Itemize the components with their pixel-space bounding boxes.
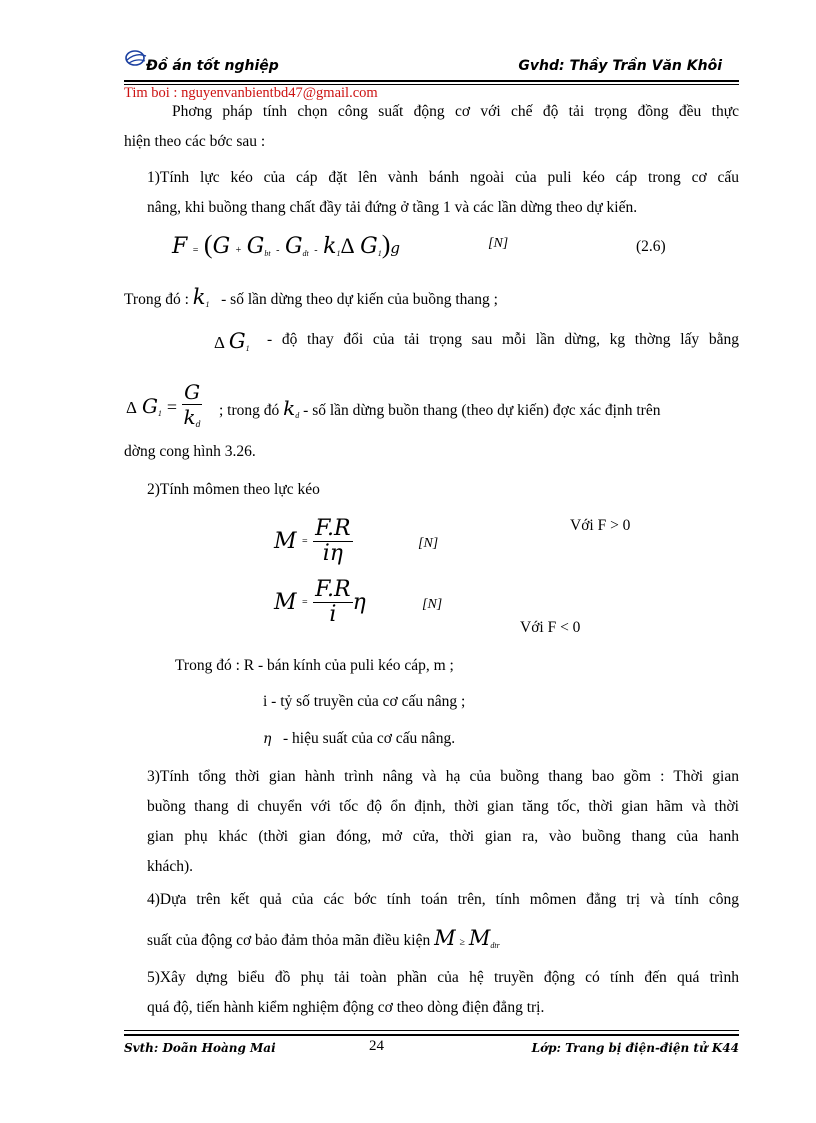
- step3-line-3: gian phụ khác (thời gian đóng, mở cửa, thời gian ra, vào buồng thang của hanh: [147, 828, 739, 845]
- step3-line-1: 3)Tính tổng thời gian hành trình nâng và hạ của buồng thang bao gồm : Thời gian: [147, 768, 739, 785]
- condition-negative: Với F < 0: [520, 619, 581, 636]
- header-rule: [124, 80, 739, 82]
- where-k1-text: - số lần dừng theo dự kiến của buồng thang ;: [221, 291, 498, 308]
- where-k1: Trong đó : $k_1$ - số lần dừng theo dự kiến của buồng thang ;: [124, 285, 498, 309]
- equation-unit: [N]: [488, 236, 509, 251]
- step5-line-1: 5)Xây dựng biểu đồ phụ tải toàn phần của hệ truyền động có tính đến quá trình: [147, 969, 739, 986]
- where-R: Trong đó : R - bán kính của puli kéo cáp, m ;: [175, 657, 454, 674]
- header-right: Gvhd: Thầy Trần Văn Khôi: [518, 58, 722, 74]
- step4-line-2: suất của động cơ bảo đảm thỏa mãn điều kiện $M \ge M_{dtr}$: [147, 926, 500, 950]
- watermark: Tim boi : nguyenvanbientbd47@gmail.com: [124, 85, 378, 101]
- footer-left: Svth: Doãn Hoàng Mai: [124, 1041, 276, 1055]
- header-logo-icon: [124, 48, 148, 73]
- footer-right: Lớp: Trang bị điện-điện tử K44: [531, 1041, 739, 1055]
- where-kd-pre: ; trong đó: [219, 402, 280, 419]
- step3-line-4: khách).: [147, 858, 194, 875]
- where-kd-line-2: dờng cong hình 3.26.: [124, 443, 256, 460]
- footer-page-number: 24: [369, 1038, 384, 1054]
- equation-force: $F = (G + G_{bt} - G_{dt} - k_1\Delta$ $G_1)g$: [172, 230, 400, 259]
- condition-positive: Với F > 0: [570, 517, 631, 534]
- footer-rule: [124, 1030, 739, 1031]
- where-eta: η - hiệu suất của cơ cấu nâng.: [263, 730, 456, 747]
- intro-line-1: Phơng pháp tính chọn công suất động cơ với chế độ tải trọng đồng đều thực: [172, 103, 739, 120]
- step4-line-2-text: suất của động cơ bảo đảm thỏa mãn điều kiện: [147, 932, 431, 949]
- step1-line-1: 1)Tính lực kéo của cáp đặt lên vành bánh ngoài của puli kéo cáp trong cơ cấu: [147, 169, 739, 186]
- where-i: i - tỷ số truyền của cơ cấu nâng ;: [263, 693, 466, 710]
- step5-line-2: quá độ, tiến hành kiểm nghiệm động cơ theo dòng điện đẳng trị.: [147, 999, 545, 1016]
- equation-moment-pos-unit: [N]: [418, 536, 439, 551]
- where-kd-text: - số lần dừng buồn thang (theo dự kiến) đợc xác định trên: [303, 402, 661, 419]
- equation-dg: Δ $G_1$ = $\frac{G}{k_d}$: [126, 380, 201, 429]
- intro-line-2: hiện theo các bớc sau :: [124, 133, 266, 150]
- step1-line-2: nâng, khi buồng thang chất đầy tải đứng ở tầng 1 và các lần dừng theo dự kiến.: [147, 199, 638, 216]
- where-eta-text: - hiệu suất của cơ cấu nâng.: [283, 730, 456, 747]
- where-k1-prefix: Trong đó :: [124, 291, 189, 308]
- step4-line-1: 4)Dựa trên kết quả của các bớc tính toán trên, tính mômen đẳng trị và tính công: [147, 891, 739, 908]
- where-dg-symbol: Δ $G_1$: [214, 329, 250, 353]
- where-kd: ; trong đó $k_d$ - số lần dừng buồn thang (theo dự kiến) đợc xác định trên: [219, 396, 661, 420]
- equation-moment-neg-unit: [N]: [422, 597, 443, 612]
- step2: 2)Tính mômen theo lực kéo: [147, 481, 320, 498]
- equation-moment-neg: M = $\frac{F.R}{i}$ η: [274, 577, 366, 627]
- equation-moment-pos: M = $\frac{F.R}{i\eta}$: [274, 516, 351, 566]
- header-left: Đồ án tốt nghiệp: [146, 58, 279, 74]
- where-dg-text: - độ thay đổi của tải trọng sau mỗi lần dừng, kg thờng lấy bằng: [267, 331, 739, 348]
- equation-number: (2.6): [636, 238, 666, 255]
- step3-line-2: buồng thang di chuyển với tốc độ ổn định, thời gian tăng tốc, thời gian hãm và thời: [147, 798, 739, 815]
- footer-rule-thick: [124, 1034, 739, 1036]
